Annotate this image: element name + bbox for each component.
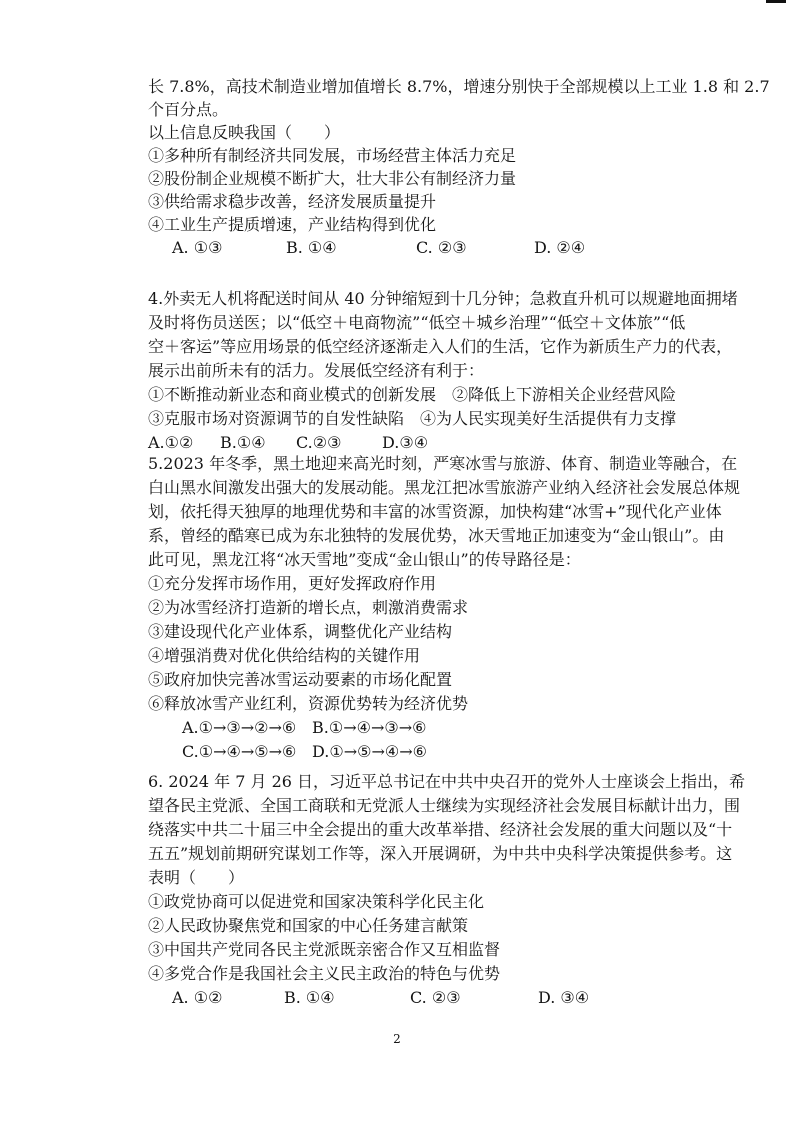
statement-4: ④工业生产提质增速，产业结构得到优化 (148, 215, 437, 234)
option-b[interactable]: B. ①④ (284, 988, 335, 1007)
statement-4: ④增强消费对优化供给结构的关键作用 (148, 646, 421, 665)
question-3 (148, 75, 770, 260)
option-a[interactable]: A.①② (148, 433, 194, 452)
question-text-line: 及时将伤员送医；以“低空＋电商物流”“低空＋城乡治理”“低空＋文体旅”“低 (148, 313, 686, 332)
option-a[interactable]: A. ①③ (172, 238, 223, 257)
option-d[interactable]: D. ②④ (534, 238, 586, 257)
answer-options-row-1 (148, 716, 648, 740)
answer-options (148, 236, 648, 260)
option-d[interactable]: D.③④ (382, 433, 429, 452)
question-text-line: 望各民主党派、全国工商联和无党派人士继续为实现经济社会发展目标献计出力，围 (148, 796, 741, 815)
question-text-line: 6. 2024 年 7 月 26 日，习近平总书记在中共中央召开的党外人士座谈会上指出，希 (148, 772, 746, 791)
statement-3: ③建设现代化产业体系，调整优化产业结构 (148, 622, 453, 641)
question-4 (148, 287, 738, 455)
question-text-line: 划，依托得天独厚的地理优势和丰富的冰雪资源，加快构建“冰雪+”现代化产业体 (148, 502, 722, 521)
question-stem: 展示出前所未有的活力。发展低空经济有利于： (148, 361, 485, 380)
question-text-line: 五五”规划前期研究谋划工作等，深入开展调研，为中共中央科学决策提供参考。这 (148, 844, 733, 863)
question-stem: 此可见，黑龙江将“冰天雪地”变成“金山银山”的传导路径是： (148, 550, 581, 569)
statement-line: ③克服市场对资源调节的自发性缺陷 ④为人民实现美好生活提供有力支撑 (148, 409, 677, 428)
corner-mark (766, 0, 786, 3)
question-text-line: 5.2023 年冬季，黑土地迎来高光时刻，严寒冰雪与旅游、体育、制造业等融合，在 (148, 454, 738, 473)
question-text-line: 长 7.8%，高技术制造业增加值增长 8.7%，增速分别快于全部规模以上工业 1.8 和 2.7 (148, 77, 770, 96)
question-text-line: 4.外卖无人机将配送时间从 40 分钟缩短到十几分钟；急救直升机可以规避地面拥堵 (148, 289, 738, 308)
option-b[interactable]: B.①④ (220, 433, 266, 452)
question-5 (148, 452, 741, 764)
statement-line: ①不断推动新业态和商业模式的创新发展 ②降低上下游相关企业经营风险 (148, 385, 677, 404)
statement-3: ③中国共产党同各民主党派既亲密合作又互相监督 (148, 940, 501, 959)
statement-1: ①政党协商可以促进党和国家决策科学化民主化 (148, 892, 485, 911)
statement-3: ③供给需求稳步改善，经济发展质量提升 (148, 192, 437, 211)
question-stem: 以上信息反映我国（ ） (148, 123, 341, 142)
statement-4: ④多党合作是我国社会主义民主政治的特色与优势 (148, 964, 501, 983)
question-6 (148, 770, 746, 1010)
question-text-line: 白山黑水间激发出强大的发展动能。黑龙江把冰雪旅游产业纳入经济社会发展总体规 (148, 478, 741, 497)
statement-6: ⑥释放冰雪产业红利，资源优势转为经济优势 (148, 694, 469, 713)
statement-5: ⑤政府加快完善冰雪运动要素的市场化配置 (148, 670, 453, 689)
answer-options (148, 986, 648, 1010)
option-a[interactable]: A.①→③→②→⑥ (182, 718, 297, 737)
option-c[interactable]: C. ②③ (416, 238, 467, 257)
question-text-line: 个百分点。 (148, 100, 229, 119)
question-text-line: 空＋客运”等应用场景的低空经济逐渐走入人们的生活，它作为新质生产力的代表， (148, 337, 733, 356)
statement-1: ①多种所有制经济共同发展，市场经营主体活力充足 (148, 146, 517, 165)
option-c[interactable]: C.②③ (296, 433, 342, 452)
option-b[interactable]: B.①→④→③→⑥ (312, 718, 427, 737)
option-d[interactable]: D.①→⑤→④→⑥ (312, 742, 427, 761)
statement-1: ①充分发挥市场作用，更好发挥政府作用 (148, 574, 437, 593)
question-text-line: 绕落实中共二十届三中全会提出的重大改革举措、经济社会发展的重大问题以及“十 (148, 820, 733, 839)
option-a[interactable]: A. ①② (172, 988, 223, 1007)
statement-2: ②人民政协聚焦党和国家的中心任务建言献策 (148, 916, 469, 935)
option-c[interactable]: C.①→④→⑤→⑥ (182, 742, 297, 761)
question-stem: 表明（ ） (148, 868, 245, 887)
option-c[interactable]: C. ②③ (410, 988, 461, 1007)
option-d[interactable]: D. ③④ (538, 988, 590, 1007)
statement-2: ②股份制企业规模不断扩大，壮大非公有制经济力量 (148, 169, 517, 188)
page-number: 2 (393, 1032, 401, 1046)
option-b[interactable]: B. ①④ (286, 238, 337, 257)
answer-options-row-2 (148, 740, 648, 764)
statement-2: ②为冰雪经济打造新的增长点，刺激消费需求 (148, 598, 469, 617)
question-text-line: 系，曾经的酷寒已成为东北独特的发展优势，冰天雪地正加速变为“金山银山”。由 (148, 526, 725, 545)
